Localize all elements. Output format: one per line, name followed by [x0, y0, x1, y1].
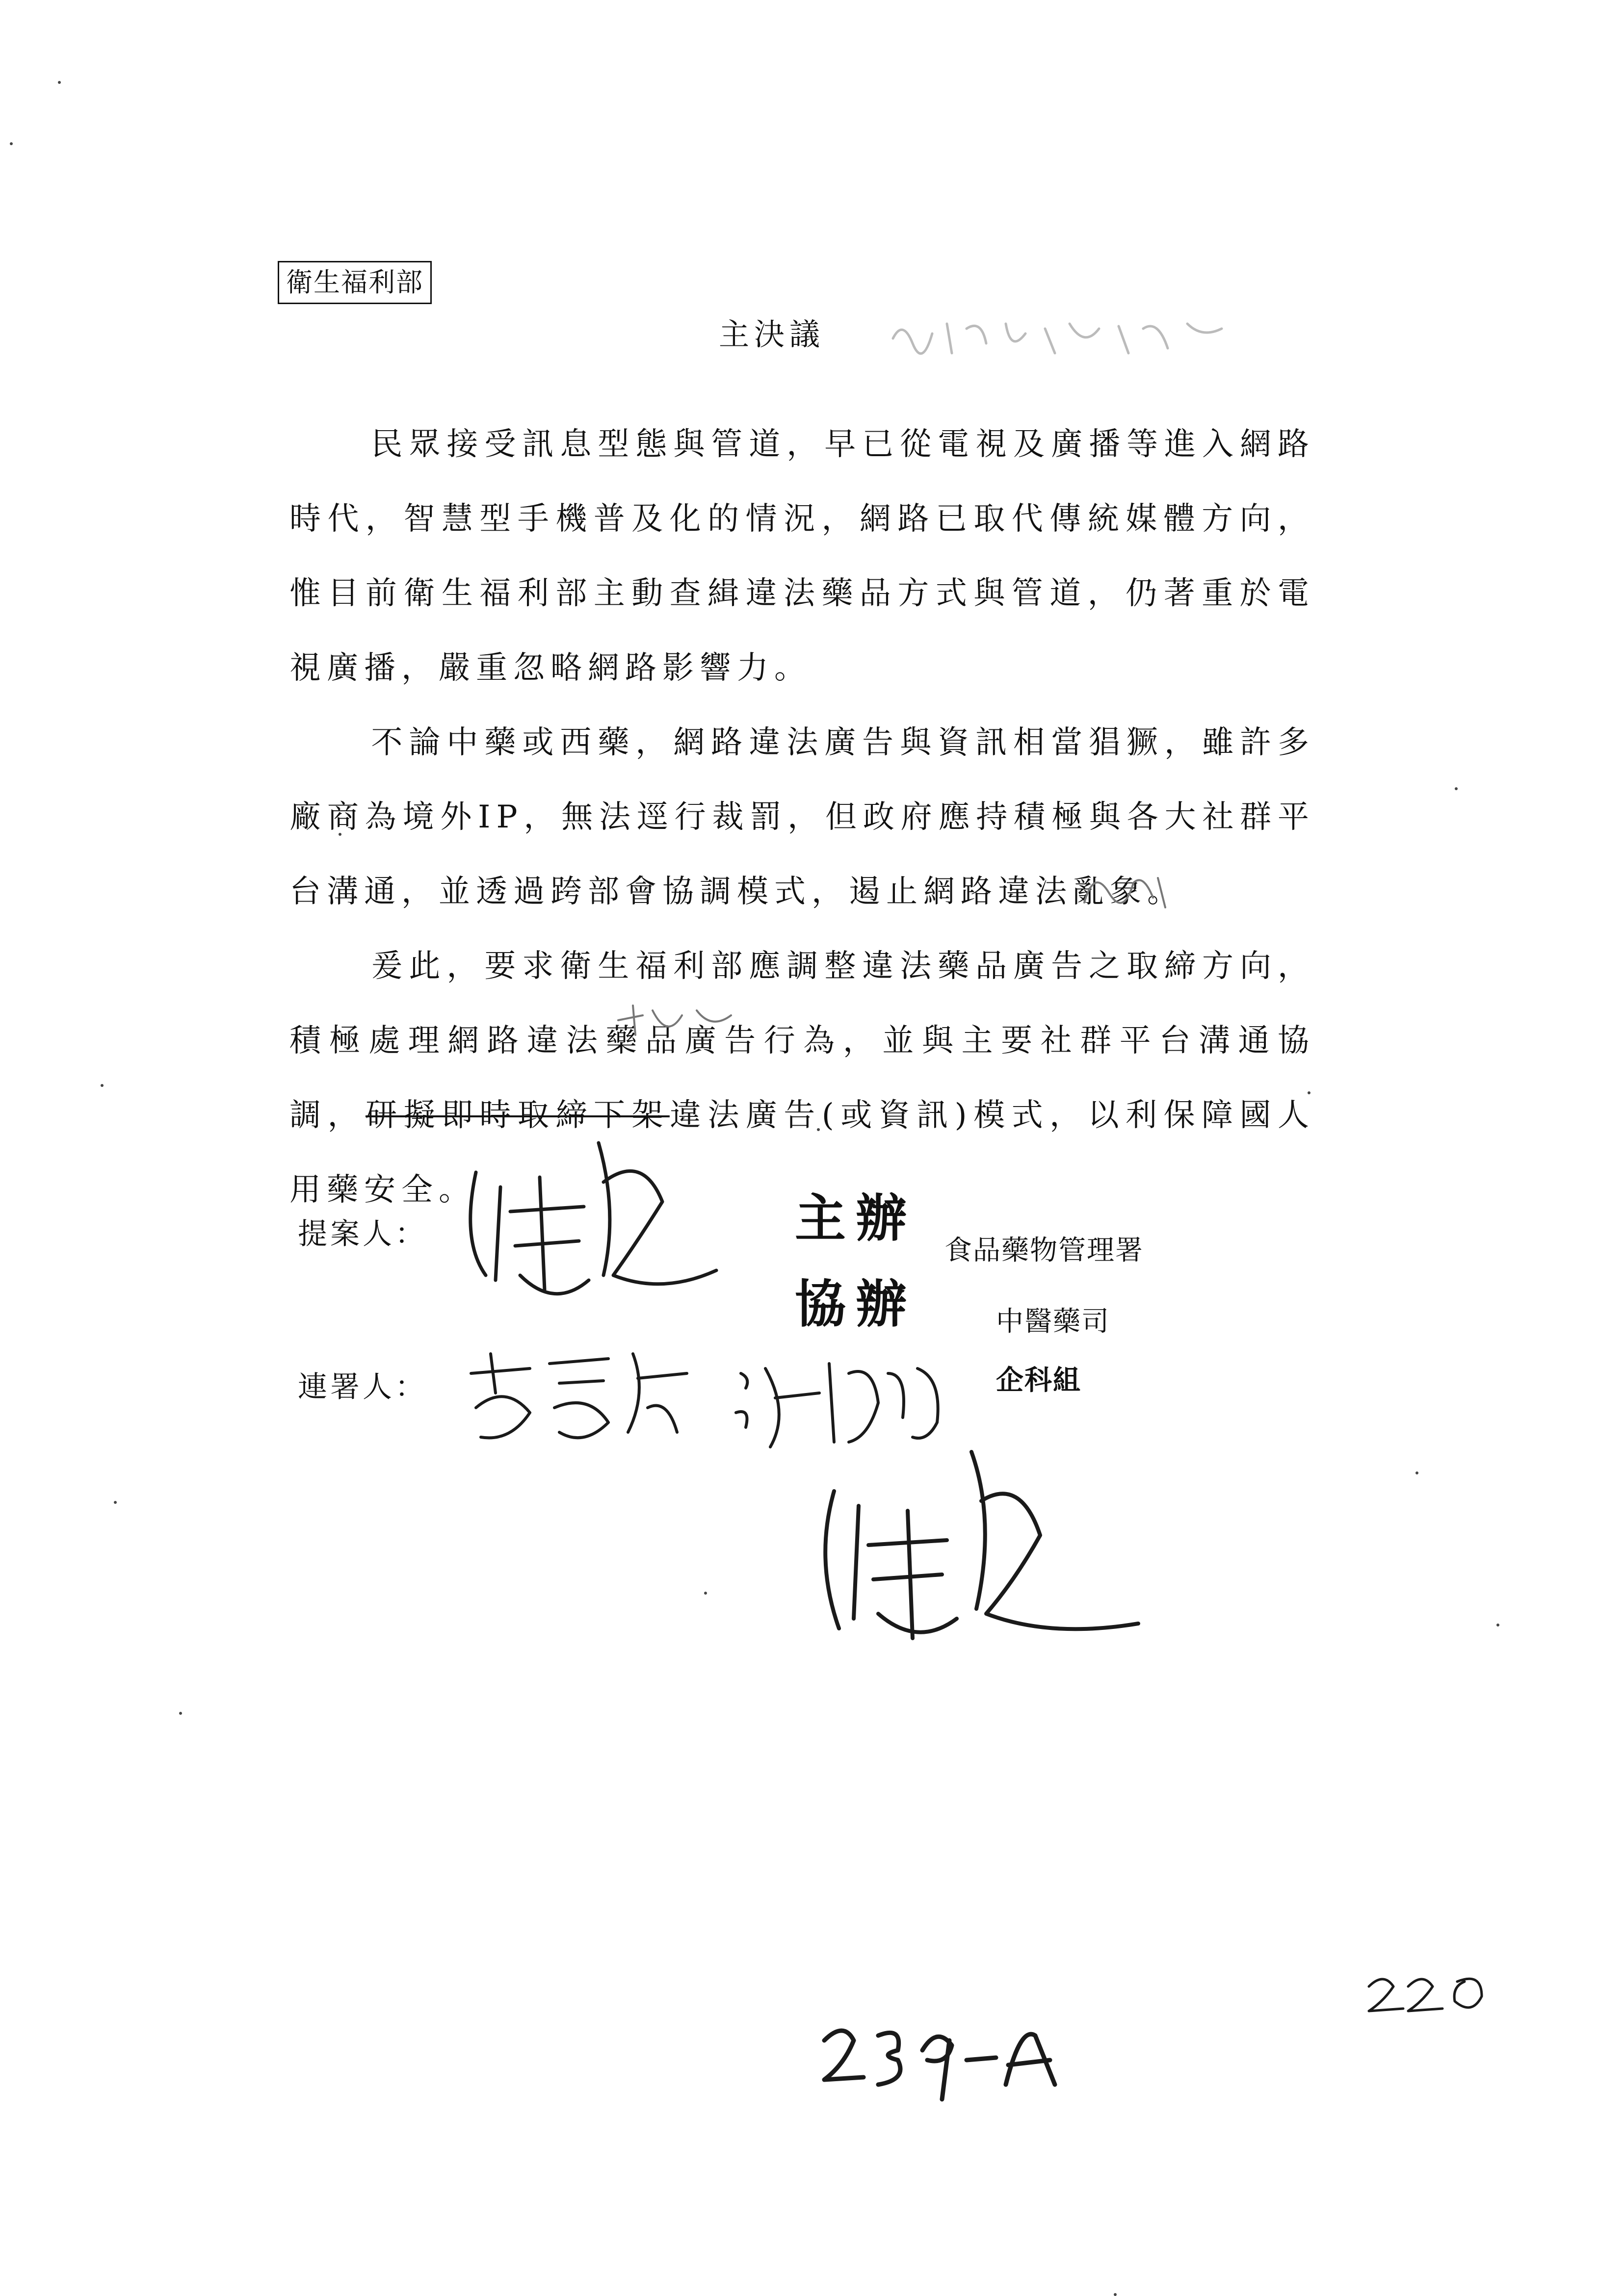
paragraph-2: 不論中藥或西藥，網路違法廣告與資訊相當猖獗，雖許多廠商為境外IP，無法逕行裁罰，但政府應持積極與各大社群平台溝通，並透過跨部會協調模式，遏止網路違法亂象。 — [289, 724, 1315, 910]
resolution-body — [289, 407, 1315, 1227]
cosigner-signature-1 — [461, 1334, 697, 1457]
handwritten-page-code — [814, 2006, 1070, 2104]
agency-stamp-box — [278, 261, 432, 304]
struck-through-text: 研擬即時取締下架 — [365, 1097, 670, 1134]
scan-speck — [10, 142, 13, 145]
lead-agency-unit: 食品藥物管理署 — [944, 1235, 1144, 1266]
handwritten-insertion-mark — [613, 996, 741, 1045]
handwritten-insertion-mark — [1079, 863, 1178, 917]
lead-agency-label: 主辦 — [795, 1188, 917, 1248]
scan-speck — [114, 1501, 117, 1504]
handwritten-page-number — [1359, 1962, 1496, 2021]
scan-speck — [58, 81, 61, 84]
scan-speck — [704, 1592, 707, 1595]
paragraph-1: 民眾接受訊息型態與管道，早已從電視及廣播等進入網路時代，智慧型手機普及化的情況，網路已取代傳統媒體方向，惟目前衛生福利部主動查緝違法藥品方式與管道，仍著重於電視廣播，嚴重忽略網路影響力。 — [289, 426, 1315, 686]
scan-speck — [179, 1712, 182, 1715]
paragraph-3-start: 爰此，要求衛生福利部應調整違法藥品廣告之取締方向，積極處理網路違法藥品廣告行為，並與主要社群平台溝通協調， — [289, 948, 1315, 1134]
assist-agency-label: 協辦 — [795, 1274, 917, 1334]
proposer-label: 提案人： — [298, 1217, 427, 1251]
additional-signature — [795, 1432, 1148, 1668]
scan-speck — [101, 1084, 104, 1087]
document-title: 主決議 — [719, 316, 825, 352]
paragraph-3-end: 違法廣告(或資訊)模式，以利保障國人用藥安全。 — [289, 1097, 1315, 1208]
scan-speck — [1415, 1471, 1418, 1474]
scan-speck — [1114, 2293, 1117, 2296]
scan-speck — [1455, 787, 1458, 790]
cosigner-label: 連署人： — [298, 1370, 427, 1404]
assist-agency-unit-1: 中醫藥司 — [996, 1306, 1110, 1338]
scan-speck — [1496, 1624, 1499, 1626]
faint-handwritten-note — [883, 309, 1236, 363]
proposer-signature — [456, 1113, 731, 1319]
assist-agency-unit-2: 企科組 — [996, 1364, 1081, 1396]
agency-name: 衛生福利部 — [286, 267, 423, 298]
